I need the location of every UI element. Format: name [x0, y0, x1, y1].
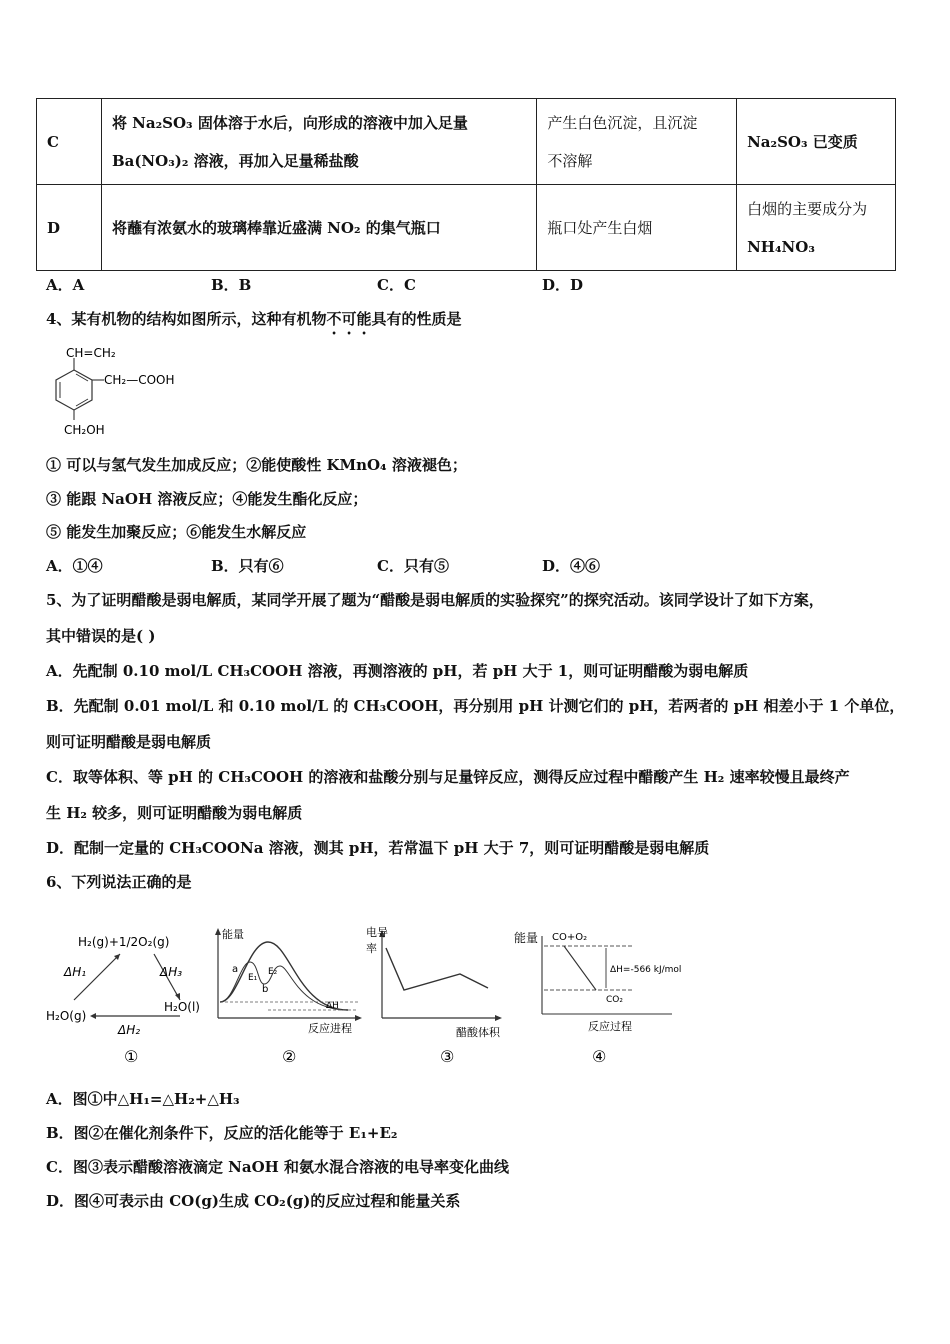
e1-label: E₁ — [248, 973, 258, 983]
option-b[interactable]: B．B — [211, 276, 252, 294]
option-b[interactable]: B．图②在催化剂条件下，反应的活化能等于 E₁+E₂ — [46, 1124, 398, 1142]
figure-3-conductivity — [362, 918, 512, 1068]
option-c[interactable]: C．取等体积、等 pH 的 CH₃COOH 的溶液和盐酸分别与足量锌反应，测得反应过程中醋酸产生 H₂ 速率较慢且最终产 — [46, 768, 850, 786]
q5-stem: 5、为了证明醋酸是弱电解质，某同学开展了题为“醋酸是弱电解质的实验探究”的探究活动。该同学设计了如下方案， — [46, 591, 824, 609]
option-c-cont: 生 H₂ 较多，则可证明醋酸为弱电解质 — [46, 804, 303, 822]
q4-item: ③ 能跟 NaOH 溶液反应；④能发生酯化反应； — [46, 490, 368, 508]
option-c[interactable]: C．C — [377, 276, 416, 294]
fig1-left-label: H₂O(g) — [46, 1009, 87, 1023]
delta-h-label: ΔH — [326, 1001, 339, 1011]
fig3-y-label: 电导 — [366, 926, 388, 939]
figure-number: ④ — [592, 1047, 607, 1066]
arrow-head — [175, 993, 180, 1000]
table-row — [37, 185, 896, 271]
option-d[interactable]: D．配制一定量的 CH₃COONa 溶液，测其 pH，若常温下 pH 大于 7，则可证明醋酸是弱电解质 — [46, 839, 710, 857]
row-label: D — [37, 185, 102, 271]
phenomenon-text: 瓶口处产生白烟 — [537, 185, 737, 271]
e2-label: E₂ — [268, 967, 278, 977]
hydroxymethyl-group: CH₂OH — [64, 423, 105, 437]
organic-structure-figure — [44, 342, 184, 438]
option-c[interactable]: C．图③表示醋酸溶液滴定 NaOH 和氨水混合溶液的电导率变化曲线 — [46, 1158, 510, 1176]
option-d[interactable]: D．图④可表示由 CO(g)生成 CO₂(g)的反应过程和能量关系 — [46, 1192, 461, 1210]
conclusion-text: 白烟的主要成分为 — [747, 199, 868, 218]
benzene-ring — [56, 370, 92, 410]
reaction-path — [564, 946, 596, 990]
option-a[interactable]: A．先配制 0.10 mol/L CH₃COOH 溶液，再测溶液的 pH，若 pH 大于 1，则可证明醋酸为弱电解质 — [46, 662, 749, 680]
fig4-x-label: 反应过程 — [588, 1020, 632, 1033]
option-b-cont: 则可证明醋酸是弱电解质 — [46, 733, 212, 751]
fig4-bottom-label: CO₂ — [606, 995, 623, 1005]
row-label: C — [37, 99, 102, 185]
q4-item: ① 可以与氢气发生加成反应；②能使酸性 KMnO₄ 溶液褪色； — [46, 456, 467, 474]
q4-item: ⑤ 能发生加聚反应；⑥能发生水解反应 — [46, 523, 307, 541]
fig4-top-label: CO+O₂ — [552, 932, 588, 943]
vinyl-group: CH=CH₂ — [66, 346, 116, 360]
fig4-y-label: 能量 — [514, 931, 539, 945]
operation-text: Ba(NO₃)₂ 溶液，再加入足量稀盐酸 — [111, 151, 359, 170]
figure-1-hess-cycle — [44, 928, 214, 1068]
axis-arrow — [495, 1015, 502, 1021]
conductivity-curve — [386, 948, 488, 990]
operation-text: 将蘸有浓氨水的玻璃棒靠近盛满 NO₂ 的集气瓶口 — [101, 185, 536, 271]
figure-number: ② — [282, 1047, 297, 1066]
q4-stem: 4、某有机物的结构如图所示，这种有机物不可能具有的性质是 — [46, 310, 462, 328]
fig3-y-label: 率 — [366, 942, 377, 955]
figure-2-energy-profile — [208, 922, 368, 1068]
fig2-x-label: 反应进程 — [308, 1022, 352, 1035]
q5-stem: 其中错误的是( ) — [46, 627, 156, 645]
option-d[interactable]: D．D — [542, 276, 584, 294]
fig1-top-label: H₂(g)+1/2O₂(g) — [78, 935, 170, 949]
acetic-group: CH₂—COOH — [104, 373, 175, 387]
q6-stem: 6、下列说法正确的是 — [46, 873, 192, 891]
option-c[interactable]: C．只有⑤ — [377, 557, 449, 575]
curve-a-label: a — [232, 964, 239, 975]
option-a[interactable]: A．①④ — [46, 557, 103, 575]
experiment-table — [36, 98, 896, 271]
operation-text: 将 Na₂SO₃ 固体溶于水后，向形成的溶液中加入足量 — [111, 113, 468, 132]
fig3-x-label: 醋酸体积 — [456, 1026, 500, 1039]
delta-h1-label: ΔH₁ — [64, 965, 87, 979]
delta-h3-label: ΔH₃ — [160, 965, 183, 979]
delta-h2-label: ΔH₂ — [118, 1023, 141, 1037]
option-a[interactable]: A．图①中△H₁=△H₂+△H₃ — [46, 1090, 240, 1108]
phenomenon-text: 不溶解 — [547, 151, 593, 170]
table-row — [37, 99, 896, 185]
arrow-head — [90, 1013, 96, 1019]
curve-b-label: b — [262, 984, 269, 995]
figure-number: ③ — [440, 1047, 455, 1066]
figure-4-energy-diagram — [512, 924, 692, 1068]
figure-number: ① — [124, 1047, 139, 1066]
option-d[interactable]: D．④⑥ — [542, 557, 601, 575]
conclusion-formula: NH₄NO₃ — [747, 237, 815, 256]
axis-arrow — [215, 928, 221, 935]
delta-h-label: ΔH=-566 kJ/mol — [610, 965, 682, 975]
phenomenon-text: 产生白色沉淀，且沉淀 — [547, 113, 698, 132]
option-a[interactable]: A．A — [46, 276, 85, 294]
fig1-right-label: H₂O(l) — [164, 1000, 200, 1014]
option-b[interactable]: B．只有⑥ — [211, 557, 284, 575]
conclusion-text: Na₂SO₃ 已变质 — [737, 99, 896, 185]
axis-arrow — [355, 1015, 362, 1021]
option-b[interactable]: B．先配制 0.01 mol/L 和 0.10 mol/L 的 CH₃COOH，再分别用 pH 计测它们的 pH，若两者的 pH 相差小于 1 个单位， — [46, 697, 905, 715]
fig2-y-label: 能量 — [222, 928, 244, 941]
